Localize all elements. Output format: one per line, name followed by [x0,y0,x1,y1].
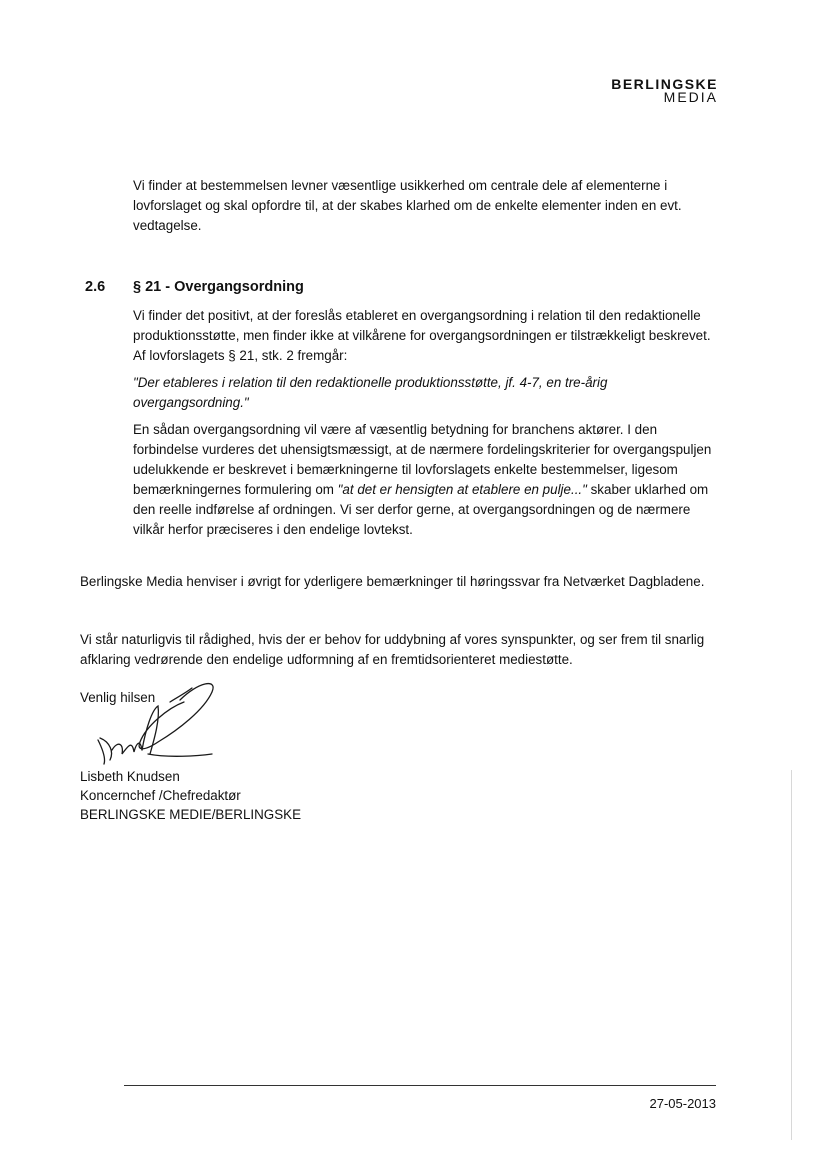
footer-divider [124,1085,716,1086]
section-title: § 21 - Overgangsordning [133,279,304,295]
section-paragraph-2-end: skaber uklarhed om den reelle indførelse af ordningen. Vi ser derfor gerne, at overgangsordningen og de nærmere vilkår herfor præciseres i den endelige lovtekst. [133,482,709,537]
signatory-organization: BERLINGSKE MEDIE/BERLINGSKE [80,807,302,822]
law-quote: "Der etableres i relation til den redaktionelle produktionsstøtte, jf. 4-7, en tre-årig overgangsordning." [133,375,608,410]
section-paragraph-2 [133,420,723,540]
berlingske-media-logo [611,78,718,104]
referral-paragraph: Berlingske Media henviser i øvrigt for yderligere bemærkninger til høringssvar fra Netværket Dagbladene. [80,574,705,589]
footer-date: 27-05-2013 [649,1096,716,1111]
handwritten-signature [88,680,228,770]
section-paragraph-1: Vi finder det positivt, at der foreslås etableret en overgangsordning i relation til den redaktionelle produktionsstøtte, men finder ikke at vilkårene for overgangsordningen er tilstrækkeligt beskrevet. Af lovforslagets § 21, stk. 2 fremgår: [133,308,711,363]
signatory-name: Lisbeth Knudsen [80,769,180,784]
intro-paragraph: Vi finder at bestemmelsen levner væsentlige usikkerhed om centrale dele af elementerne i lovforslaget og skal opfordre til, at der skabes klarhed om de enkelte elementer inden en evt. vedtagelse. [133,178,682,233]
scan-edge-line [791,770,792,1140]
availability-paragraph: Vi står naturligvis til rådighed, hvis der er behov for uddybning af vores synspunkter, og ser frem til snarlig afklaring vedrørende den endelige udformning af en fremtidsorienteret mediestøtte. [80,632,705,667]
section-paragraph-2-quote: "at det er hensigten at etablere en pulje..." [337,482,587,497]
logo-line-1: BERLINGSKE [611,76,718,92]
closing-greeting: Venlig hilsen [80,690,156,705]
section-number: 2.6 [85,279,106,295]
logo-line-2: MEDIA [663,89,718,105]
section-paragraph-2-start: En sådan overgangsordning vil være af væsentlig betydning for branchens aktører. I den forbindelse vurderes det uhensigtsmæssigt, at de nærmere fordelingskriterier for overgangspuljen udelukkende er beskrevet i bemærkningerne til lovforslagets enkelte bestemmelser, ligesom bemærkningernes formulering om [133,422,712,497]
signatory-role: Koncernchef /Chefredaktør [80,788,241,803]
